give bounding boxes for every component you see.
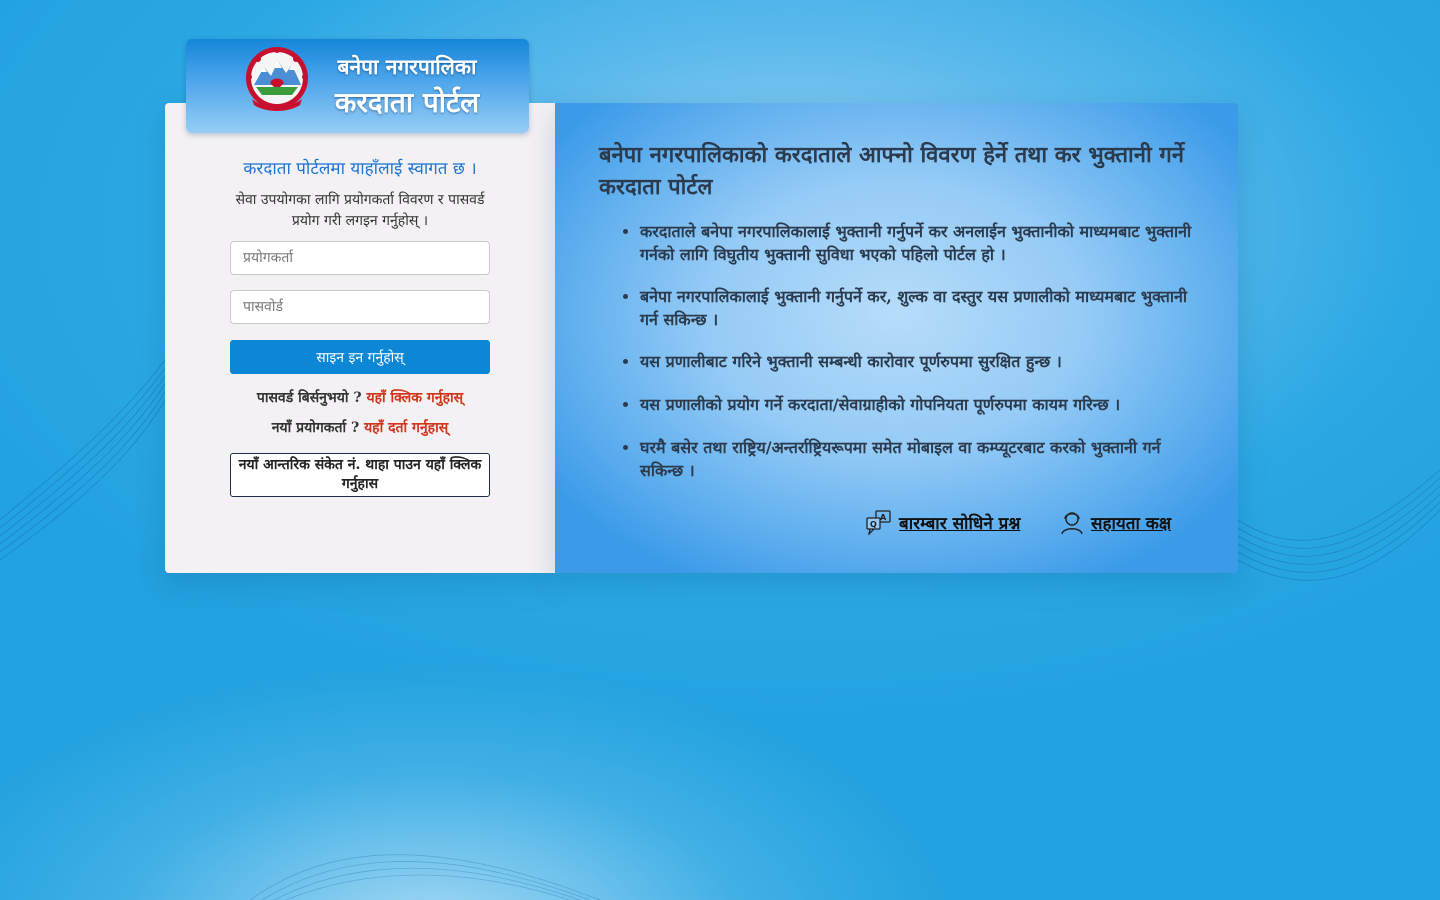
sign-in-button[interactable]: साइन इन गर्नुहोस्	[230, 340, 490, 374]
login-instructions: सेवा उपयोगका लागि प्रयोगकर्ता विवरण र पासवर्ड प्रयोग गरी लगइन गर्नुहोस् ।	[235, 192, 485, 229]
qa-chat-icon	[865, 509, 893, 535]
info-title: बनेपा नगरपालिकाको करदाताले आफ्नो विवरण हेर्ने तथा कर भुक्तानी गर्ने करदाता पोर्टल	[599, 142, 1184, 200]
new-user-row	[165, 418, 555, 437]
info-point: • यस प्रणालीबाट गरिने भुक्तानी सम्बन्धी कारोवार पूर्णरुपमा सुरक्षित हुन्छ ।	[640, 350, 1200, 373]
forgot-password-link[interactable]: यहाँ क्लिक गर्नुहास्	[366, 390, 464, 406]
welcome-text: करदाता पोर्टलमा याहाँलाई स्वागत छ ।	[243, 159, 477, 179]
help-desk-link[interactable]	[1059, 506, 1171, 538]
login-card	[165, 103, 555, 573]
faq-label: बारम्बार सोधिने प्रश्न	[899, 513, 1021, 534]
svg-text:Q: Q	[870, 520, 877, 529]
internal-token-button[interactable]: नयाँ आन्तरिक संकेत नं. थाहा पाउन यहाँ क्लिक गर्नुहास	[230, 453, 490, 497]
password-input[interactable]	[230, 290, 490, 324]
support-person-icon	[1059, 509, 1085, 535]
new-user-text: नयाँ प्रयोगकर्ता ?	[271, 420, 360, 436]
faq-link[interactable]	[865, 506, 1020, 538]
info-point: • करदाताले बनेपा नगरपालिकालाई भुक्तानी गर्नुपर्ने कर अनलाईन भुक्तानीको माध्यमबाट भुक्तानी गर्नको लागि विघुतीय भुक्तानी सुविधा भएको पहिलो पोर्टल हो ।	[640, 220, 1200, 266]
nepal-emblem-icon	[240, 43, 314, 113]
municipality-name: बनेपा नगरपालिका	[337, 54, 477, 79]
info-point: • बनेपा नगरपालिकालाई भुक्तानी गर्नुपर्ने कर, शुल्क वा दस्तुर यस प्रणालीको माध्यमबाट भुक्तानी गर्न सकिन्छ ।	[640, 285, 1200, 331]
svg-text:A: A	[880, 513, 887, 522]
info-panel	[555, 103, 1238, 573]
username-input[interactable]	[230, 241, 490, 275]
help-desk-label: सहायता कक्ष	[1091, 513, 1172, 534]
info-points-list	[640, 220, 1200, 501]
forgot-password-row	[165, 388, 555, 407]
info-point: • घरमै बसेर तथा राष्ट्रिय/अन्तर्राष्ट्रियरूपमा समेत मोबाइल वा कम्प्यूटरबाट करको भुक्तानी गर्न सकिन्छ ।	[640, 436, 1200, 482]
portal-title: करदाता पोर्टल	[334, 86, 480, 119]
portal-header-banner	[186, 39, 529, 133]
info-point: • यस प्रणालीको प्रयोग गर्ने करदाता/सेवाग्राहीको गोपनियता पूर्णरुपमा कायम गरिन्छ ।	[640, 393, 1200, 416]
register-link[interactable]: यहाँ दर्ता गर्नुहास्	[364, 420, 449, 436]
forgot-password-text: पासवर्ड बिर्सनुभयो ?	[256, 390, 362, 406]
